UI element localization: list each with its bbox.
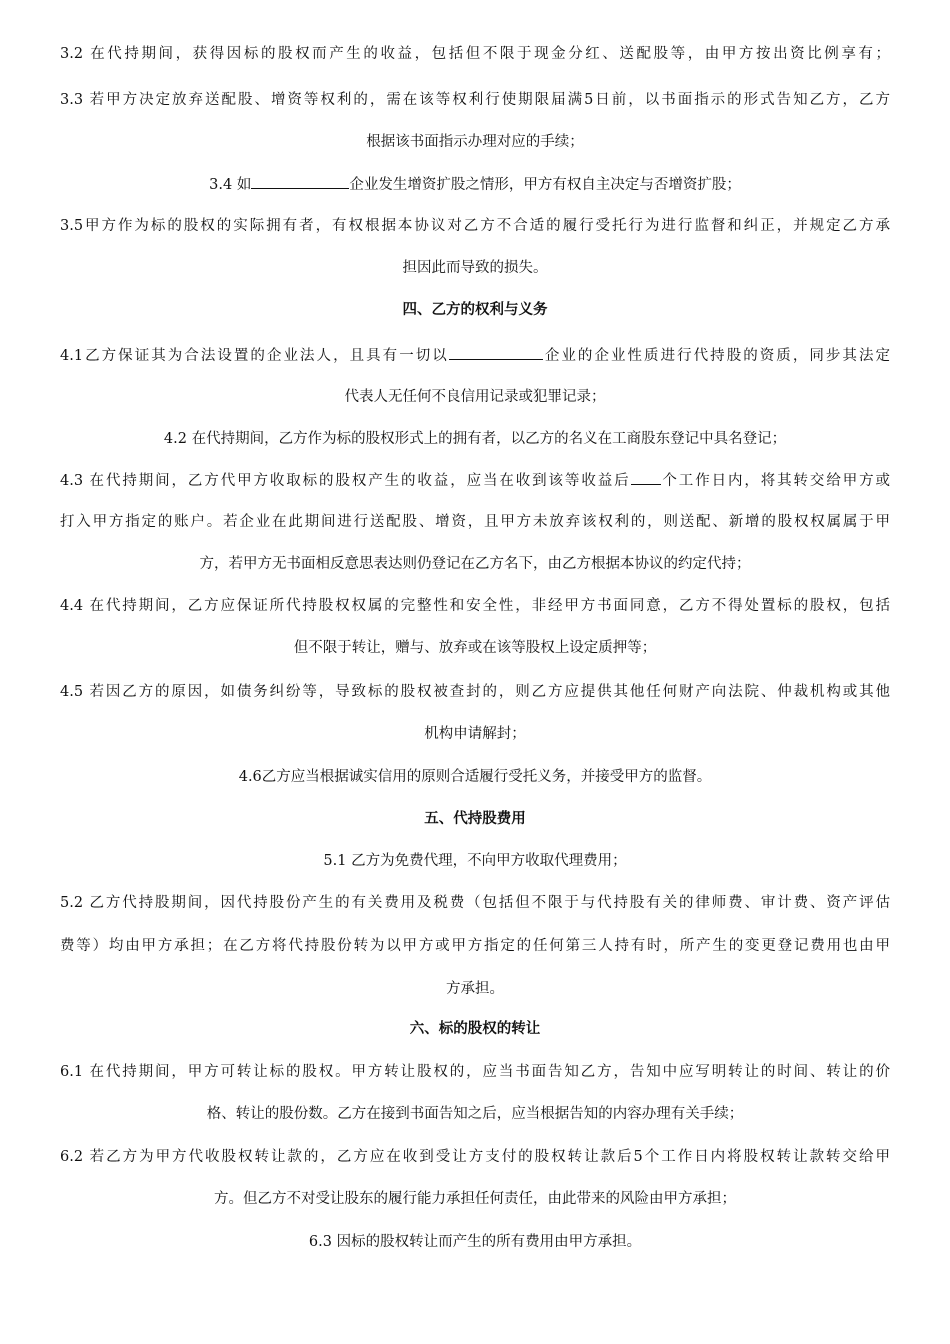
clause-4-1-continued: 代表人无任何不良信用记录或犯罪记录； xyxy=(344,389,606,405)
clause-5-2-continued-1: 费等）均由甲方承担；在乙方将代持股份转为以甲方或甲方指定的任何第三人持有时，所产生的变更登记费用也由甲 xyxy=(60,938,890,954)
clause-4-2: 4.2 在代持期间，乙方作为标的股权形式上的拥有者，以乙方的名义在工商股东登记中具名登记； xyxy=(163,431,787,447)
clause-4-4: 4.4 在代持期间，乙方应保证所代持股权权属的完整性和安全性，非经甲方书面同意，乙方不得处置标的股权，包括 xyxy=(60,598,890,614)
blank-company-name xyxy=(251,174,349,189)
clause-4-4-continued: 但不限于转让，赠与、放弃或在该等股权上设定质押等； xyxy=(293,640,657,656)
clause-6-1: 6.1 在代持期间，甲方可转让标的股权。甲方转让股权的，应当书面告知乙方，告知中应写明转让的时间、转让的价 xyxy=(60,1064,890,1080)
clause-3-4-prefix: 3.4 如 xyxy=(209,177,252,193)
clause-3-3: 3.3 若甲方决定放弃送配股、增资等权利的，需在该等权利行使期限届满5日前，以书面指示的形式告知乙方，乙方 xyxy=(60,92,890,108)
clause-4-3 xyxy=(60,470,890,491)
clause-6-2-continued: 方。但乙方不对受让股东的履行能力承担任何责任，由此带来的风险由甲方承担； xyxy=(214,1191,736,1207)
section-heading-5: 五、代持股费用 xyxy=(424,810,526,827)
clause-4-1-suffix: 企业的企业性质进行代持股的资质，同步其法定 xyxy=(542,348,890,364)
clause-6-1-continued: 格、转让的股份数。乙方在接到书面告知之后，应当根据告知的内容办理有关手续； xyxy=(206,1106,744,1122)
section-heading-4: 四、乙方的权利与义务 xyxy=(402,301,548,318)
clause-4-3-prefix: 4.3 在代持期间，乙方代甲方收取标的股权产生的收益，应当在收到该等收益后 xyxy=(60,473,631,489)
clause-6-3: 6.3 因标的股权转让而产生的所有费用由甲方承担。 xyxy=(308,1234,642,1250)
clause-4-3-continued-2: 方，若甲方无书面相反意思表达则仍登记在乙方名下，由乙方根据本协议的约定代持； xyxy=(199,556,751,572)
clause-4-1-prefix: 4.1乙方保证其为合法设置的企业法人，且具有一切以 xyxy=(60,348,449,364)
clause-3-2: 3.2 在代持期间，获得因标的股权而产生的收益，包括但不限于现金分红、送配股等，由甲方按出资比例享有； xyxy=(60,46,890,62)
clause-3-5-continued: 担因此而导致的损失。 xyxy=(402,260,548,276)
blank-company-name xyxy=(449,345,543,360)
clause-5-2-continued-2: 方承担。 xyxy=(446,981,504,997)
clause-6-2: 6.2 若乙方为甲方代收股权转让款的，乙方应在收到受让方支付的股权转让款后5个工作日内将股权转让款转交给甲 xyxy=(60,1149,890,1165)
section-heading-6: 六、标的股权的转让 xyxy=(409,1020,541,1037)
clause-4-6: 4.6乙方应当根据诚实信用的原则合适履行受托义务，并接受甲方的监督。 xyxy=(238,769,712,785)
clause-4-5: 4.5 若因乙方的原因，如债务纠纷等，导致标的股权被查封的，则乙方应提供其他任何财产向法院、仲裁机构或其他 xyxy=(60,684,890,700)
clause-3-4-suffix: 企业发生增资扩股之情形，甲方有权自主决定与否增资扩股； xyxy=(349,177,741,193)
clause-3-5: 3.5甲方作为标的股权的实际拥有者，有权根据本协议对乙方不合适的履行受托行为进行监督和纠正，并规定乙方承 xyxy=(60,218,890,234)
clause-3-4 xyxy=(60,174,890,195)
clause-3-3-continued: 根据该书面指示办理对应的手续； xyxy=(366,134,584,150)
clause-4-5-continued: 机构申请解封； xyxy=(424,726,526,742)
clause-5-2: 5.2 乙方代持股期间，因代持股份产生的有关费用及税费（包括但不限于与代持股有关的律师费、审计费、资产评估 xyxy=(60,895,890,911)
clause-4-3-continued-1: 打入甲方指定的账户。若企业在此期间进行送配股、增资，且甲方未放弃该权利的，则送配、新增的股权权属属于甲 xyxy=(60,514,890,530)
clause-4-3-suffix: 个工作日内，将其转交给甲方或 xyxy=(660,473,891,489)
clause-5-1: 5.1 乙方为免费代理，不向甲方收取代理费用； xyxy=(323,853,627,869)
clause-4-1 xyxy=(60,345,890,366)
blank-days xyxy=(631,470,661,485)
